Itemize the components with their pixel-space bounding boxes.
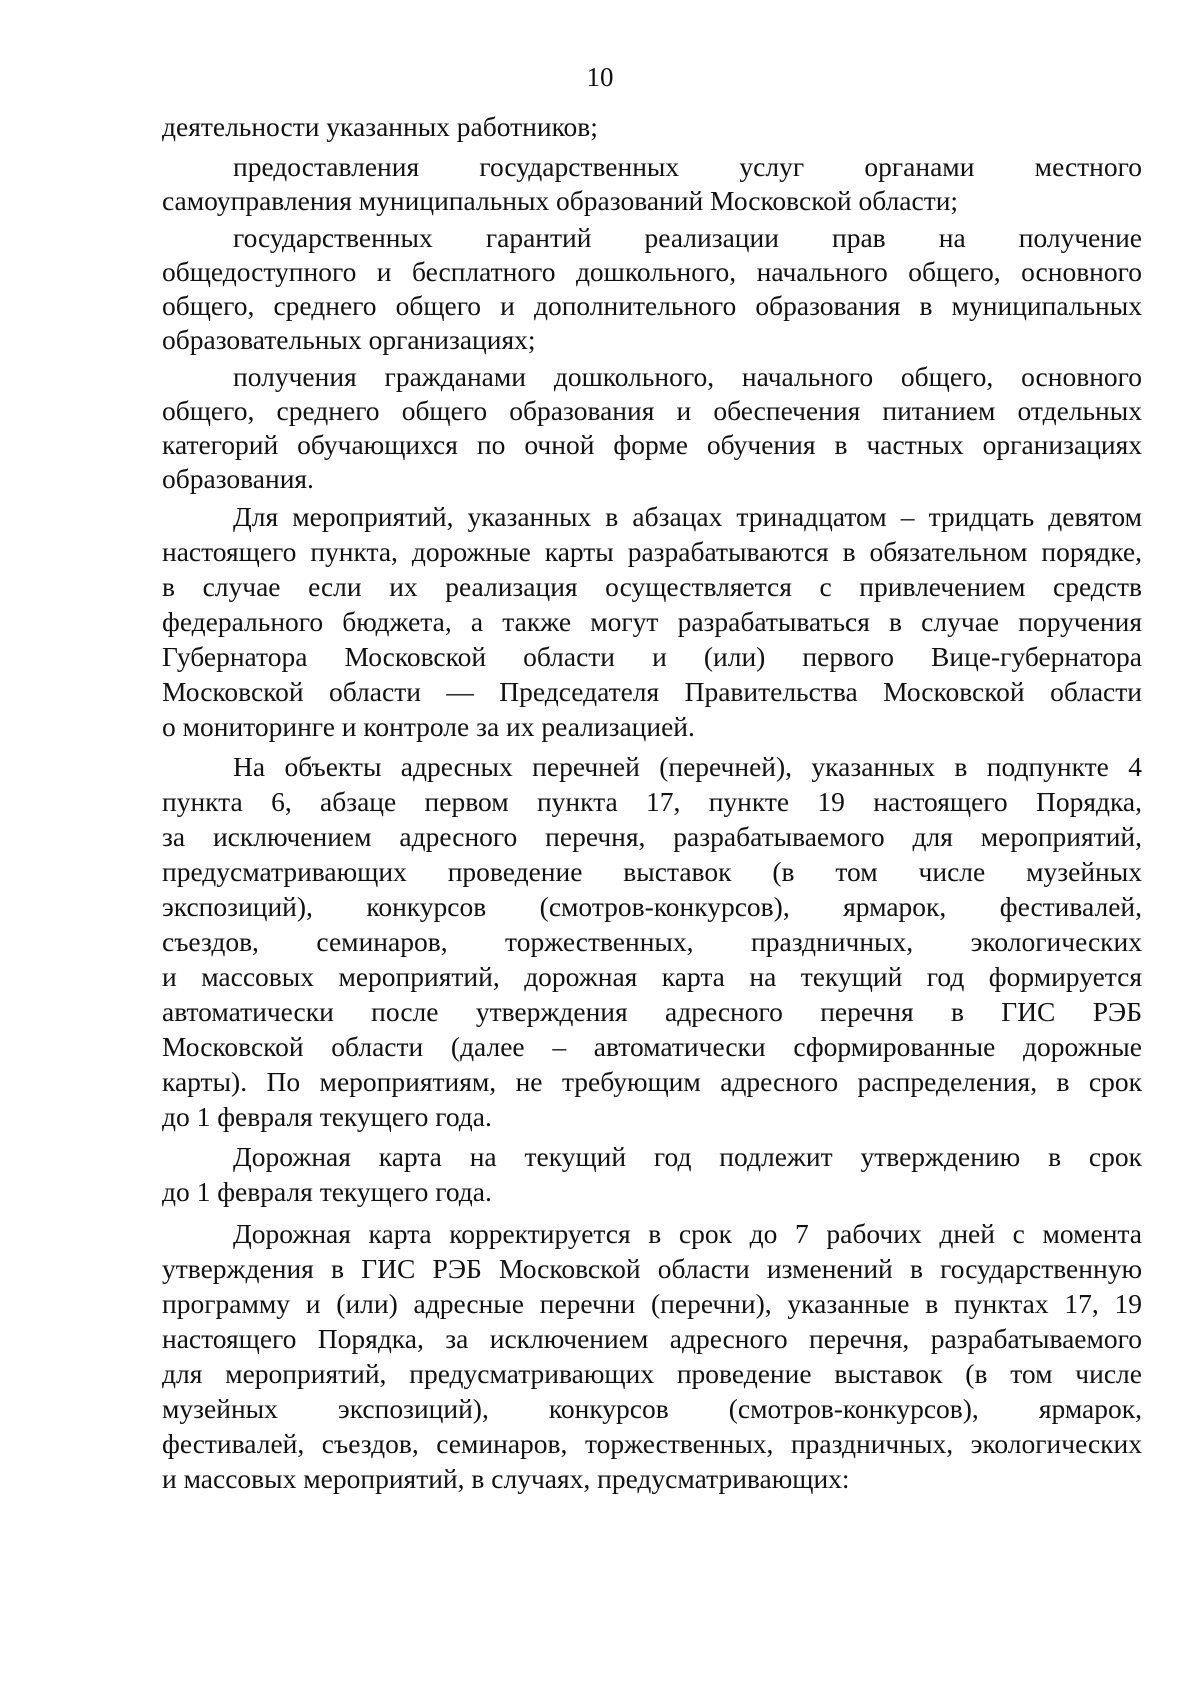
text-line: образовательных организациях; (162, 324, 536, 355)
text-line: получения гражданами дошкольного, начального общего, основного (233, 361, 1142, 392)
text-line: до 1 февраля текущего года. (162, 1176, 492, 1207)
text-line: Губернатора Московской области и (или) первого Вице-губернатора (162, 641, 1142, 672)
text-line: Московской области — Председателя Правительства Московской области (162, 676, 1142, 707)
text-line: предоставления государственных услуг органами местного (233, 151, 1142, 182)
text-line: и массовых мероприятий, в случаях, предусматривающих: (162, 1463, 850, 1494)
text-line: настоящего пункта, дорожные карты разрабатываются в обязательном порядке, (162, 536, 1142, 567)
text-line: музейных экспозиций), конкурсов (смотров-конкурсов), ярмарок, (162, 1393, 1142, 1424)
text-line: государственных гарантий реализации прав на получение (233, 222, 1142, 253)
text-line: для мероприятий, предусматривающих проведение выставок (в том числе (162, 1358, 1142, 1389)
text-line: деятельности указанных работников; (162, 111, 598, 142)
text-line: Для мероприятий, указанных в абзацах тринадцатом – тридцать девятом (233, 501, 1142, 532)
text-line: Дорожная карта на текущий год подлежит утверждению в срок (233, 1141, 1142, 1172)
text-line: настоящего Порядка, за исключением адресного перечня, разрабатываемого (162, 1323, 1142, 1354)
text-line: за исключением адресного перечня, разрабатываемого для мероприятий, (162, 821, 1142, 852)
text-line: Дорожная карта корректируется в срок до 7 рабочих дней с момента (233, 1218, 1142, 1249)
text-line: программу и (или) адресные перечни (перечни), указанные в пунктах 17, 19 (162, 1288, 1142, 1319)
text-line: предусматривающих проведение выставок (в том числе музейных (162, 856, 1142, 887)
text-line: экспозиций), конкурсов (смотров-конкурсов), ярмарок, фестивалей, (162, 891, 1142, 922)
text-line: образования. (162, 463, 314, 494)
text-line: до 1 февраля текущего года. (162, 1101, 492, 1132)
text-line: самоуправления муниципальных образований Московской области; (162, 185, 959, 216)
text-line: съездов, семинаров, торжественных, праздничных, экологических (162, 926, 1142, 957)
text-line: фестивалей, съездов, семинаров, торжественных, праздничных, экологических (162, 1428, 1142, 1459)
text-line: федерального бюджета, а также могут разрабатываться в случае поручения (162, 606, 1142, 637)
text-line: в случае если их реализация осуществляется с привлечением средств (162, 571, 1142, 602)
text-line: утверждения в ГИС РЭБ Московской области изменений в государственную (162, 1253, 1142, 1284)
text-line: На объекты адресных перечней (перечней), указанных в подпункте 4 (233, 751, 1142, 782)
text-line: общего, среднего общего и дополнительного образования в муниципальных (162, 290, 1142, 321)
text-line: Московской области (далее – автоматически сформированные дорожные (162, 1031, 1142, 1062)
text-line: автоматически после утверждения адресного перечня в ГИС РЭБ (162, 996, 1142, 1027)
text-line: категорий обучающихся по очной форме обучения в частных организациях (162, 429, 1142, 460)
text-line: и массовых мероприятий, дорожная карта на текущий год формируется (162, 961, 1142, 992)
text-line: общедоступного и бесплатного дошкольного, начального общего, основного (162, 256, 1142, 287)
text-line: пункта 6, абзаце первом пункта 17, пункте 19 настоящего Порядка, (162, 786, 1142, 817)
text-line: общего, среднего общего образования и обеспечения питанием отдельных (162, 395, 1142, 426)
text-line: карты). По мероприятиям, не требующим адресного распределения, в срок (162, 1066, 1142, 1097)
text-line: о мониторинге и контроле за их реализацией. (162, 711, 695, 742)
page-number: 10 (586, 62, 614, 92)
